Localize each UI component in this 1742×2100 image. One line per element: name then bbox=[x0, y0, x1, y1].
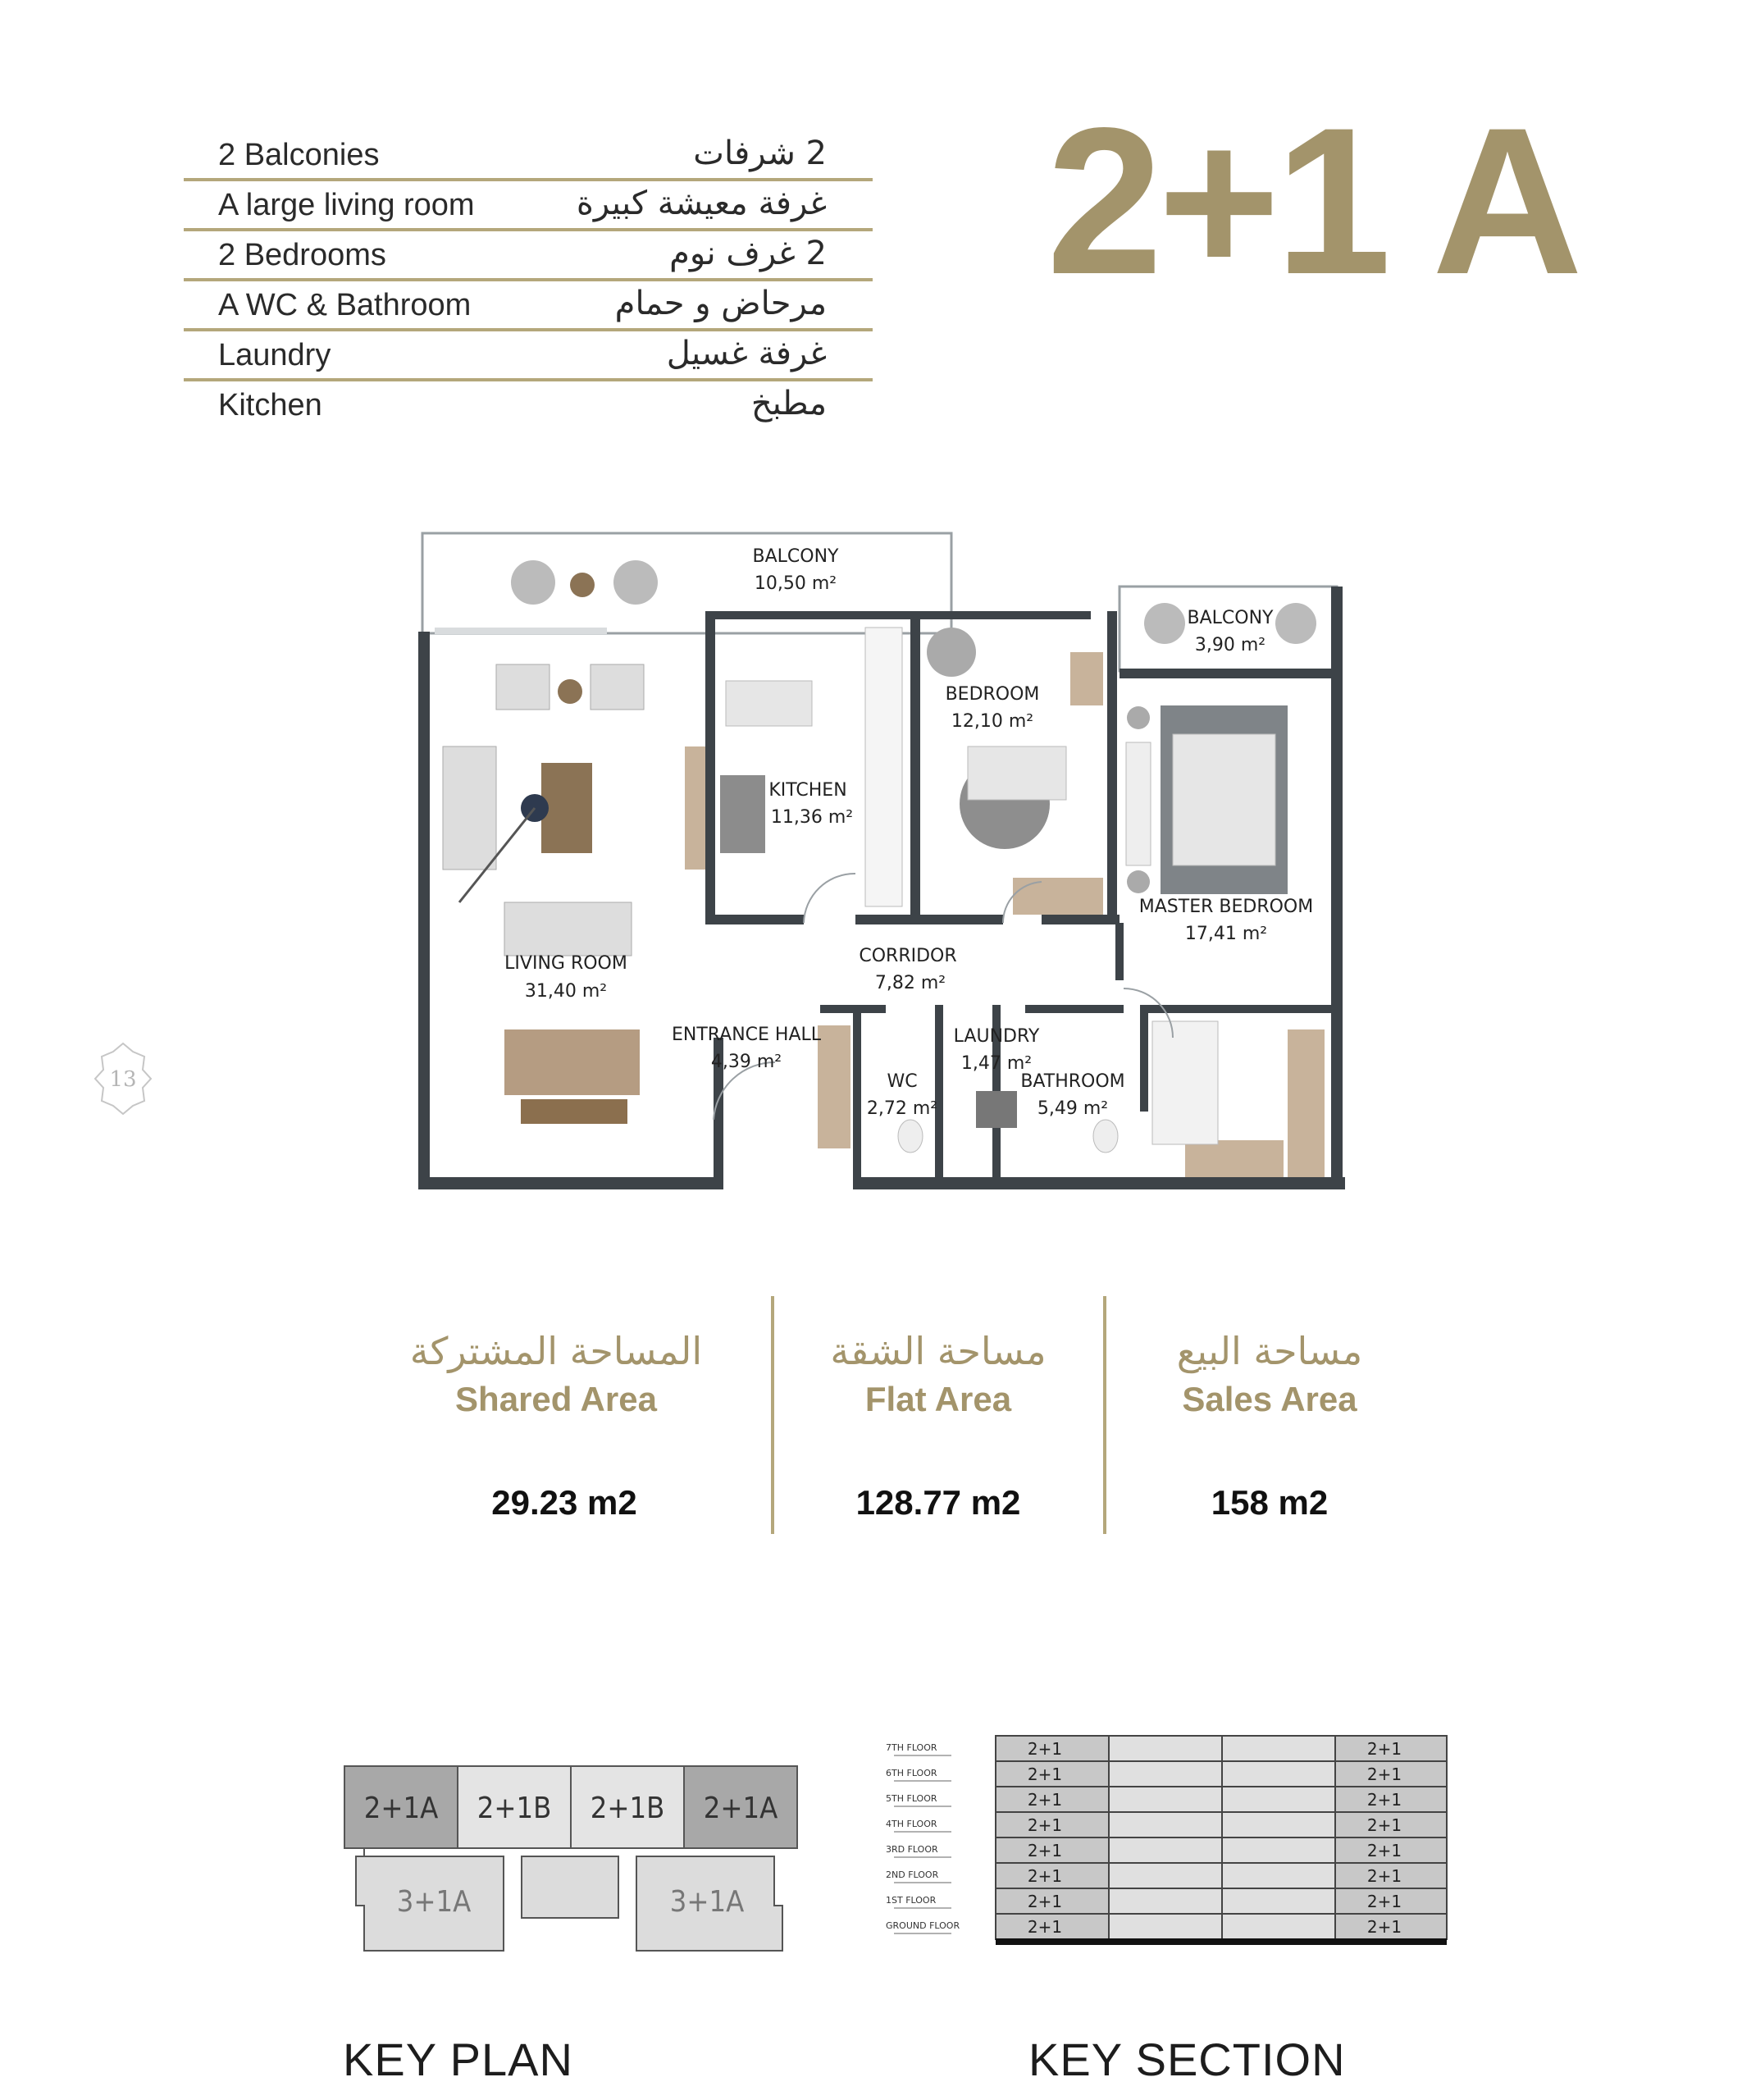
page-number-badge bbox=[93, 1042, 153, 1116]
sofa bbox=[443, 746, 496, 870]
room-name-wc: WC bbox=[887, 1071, 918, 1092]
desk bbox=[1070, 652, 1103, 705]
section-cell bbox=[1109, 1838, 1222, 1863]
section-cell-label: 2+1 bbox=[1027, 1866, 1063, 1886]
room-name-corridor: CORRIDOR bbox=[859, 946, 957, 966]
key-plan-title: KEY PLAN bbox=[343, 2034, 573, 2085]
area-label-en: Shared Area bbox=[455, 1380, 657, 1418]
wardrobe bbox=[1288, 1029, 1325, 1177]
keyplan-label: 3+1A bbox=[396, 1885, 472, 1919]
floor-label: 4TH FLOOR bbox=[886, 1819, 937, 1829]
room-area-wc: 2,72 m² bbox=[866, 1098, 938, 1119]
unit-type-title: 2+1 A bbox=[1047, 84, 1579, 318]
shoe-cabinet bbox=[818, 1025, 850, 1148]
toilet bbox=[898, 1120, 923, 1153]
room-name-bedroom: BEDROOM bbox=[945, 684, 1040, 705]
area-value: 29.23 m2 bbox=[491, 1483, 637, 1522]
area-value: 158 m2 bbox=[1211, 1483, 1329, 1522]
area-label-ar: المساحة المشتركة bbox=[409, 1329, 703, 1373]
area-label-ar: مساحة الشقة bbox=[830, 1329, 1047, 1373]
side-table bbox=[558, 679, 582, 704]
section-cell-label: 2+1 bbox=[1366, 1866, 1402, 1886]
floor-label: 7TH FLOOR bbox=[886, 1742, 937, 1753]
room-area-kitchen: 11,36 m² bbox=[770, 807, 854, 828]
keyplan-label: 2+1A bbox=[363, 1792, 439, 1825]
washing-machine bbox=[976, 1091, 1017, 1128]
area-label-en: Flat Area bbox=[864, 1380, 1012, 1418]
kitchen-counter bbox=[865, 628, 902, 906]
key-plan bbox=[340, 1762, 799, 1959]
keyplan-label: 2+1A bbox=[703, 1792, 778, 1825]
area-flat bbox=[758, 1329, 1119, 1522]
feature-row bbox=[184, 231, 873, 281]
dining-table bbox=[504, 1029, 640, 1095]
room-area-balcony: 10,50 m² bbox=[754, 573, 837, 594]
feature-en: A large living room bbox=[218, 188, 475, 222]
toilet bbox=[1093, 1120, 1118, 1153]
feature-row bbox=[184, 331, 873, 381]
room-name-balcony-2: BALCONY bbox=[1187, 608, 1274, 628]
room-name-bathroom: BATHROOM bbox=[1020, 1071, 1125, 1092]
tv-unit bbox=[685, 746, 705, 870]
area-shared bbox=[376, 1329, 736, 1522]
feature-row bbox=[184, 181, 873, 231]
feature-row bbox=[184, 381, 873, 428]
section-cell bbox=[1222, 1736, 1335, 1761]
section-cell bbox=[1222, 1761, 1335, 1787]
section-cell-label: 2+1 bbox=[1366, 1815, 1402, 1835]
window bbox=[435, 628, 607, 634]
feature-row bbox=[184, 281, 873, 331]
floor-label: GROUND FLOOR bbox=[886, 1920, 960, 1931]
section-cell bbox=[1109, 1787, 1222, 1812]
keyplan-label: 3+1A bbox=[669, 1885, 745, 1919]
chair bbox=[927, 628, 976, 677]
pillows bbox=[1126, 742, 1151, 865]
chair bbox=[613, 560, 658, 605]
room-name-living-room: LIVING ROOM bbox=[504, 953, 627, 974]
room-area-living-room: 31,40 m² bbox=[524, 981, 608, 1002]
armchair bbox=[591, 664, 644, 710]
feature-ar: غرفة غسيل bbox=[666, 335, 827, 372]
armchair bbox=[496, 664, 550, 710]
key-section bbox=[886, 1729, 1452, 1951]
room-area-corridor: 7,82 m² bbox=[874, 973, 946, 993]
section-cell-label: 2+1 bbox=[1027, 1790, 1063, 1810]
dresser bbox=[1013, 878, 1103, 915]
section-cell-label: 2+1 bbox=[1366, 1739, 1402, 1759]
room-area-bedroom: 12,10 m² bbox=[951, 711, 1034, 732]
section-cell-label: 2+1 bbox=[1027, 1764, 1063, 1784]
feature-en: 2 Balconies bbox=[218, 138, 380, 172]
keyplan-label: 2+1B bbox=[477, 1792, 552, 1825]
room-area-bathroom: 5,49 m² bbox=[1037, 1098, 1109, 1119]
room-area-balcony-2: 3,90 m² bbox=[1194, 635, 1266, 655]
section-cell bbox=[1222, 1787, 1335, 1812]
room-area-master-bedroom: 17,41 m² bbox=[1184, 924, 1268, 944]
room-area-laundry: 1,47 m² bbox=[960, 1053, 1033, 1074]
ground-line bbox=[996, 1938, 1447, 1945]
feature-list bbox=[184, 131, 873, 428]
bed bbox=[968, 746, 1066, 800]
feature-en: 2 Bedrooms bbox=[218, 238, 386, 272]
feature-ar: مطبخ bbox=[750, 385, 827, 422]
floor-label: 1ST FLOOR bbox=[886, 1895, 937, 1906]
area-sales bbox=[1089, 1329, 1450, 1522]
room-area-entrance-hall: 4,39 m² bbox=[710, 1052, 782, 1072]
section-cell-label: 2+1 bbox=[1366, 1892, 1402, 1911]
chair bbox=[511, 560, 555, 605]
feature-ar: غرفة معيشة كبيرة bbox=[576, 185, 827, 222]
section-cell-label: 2+1 bbox=[1366, 1764, 1402, 1784]
section-cell bbox=[1222, 1863, 1335, 1888]
room-name-master-bedroom: MASTER BEDROOM bbox=[1138, 897, 1314, 917]
floor-label: 2ND FLOOR bbox=[886, 1869, 939, 1880]
master-bed bbox=[1173, 734, 1275, 865]
area-value: 128.77 m2 bbox=[855, 1483, 1021, 1522]
section-cell-label: 2+1 bbox=[1366, 1917, 1402, 1937]
room-name-entrance-hall: ENTRANCE HALL bbox=[671, 1025, 822, 1045]
area-label-ar: مساحة البيع bbox=[1176, 1329, 1363, 1373]
lamp bbox=[1127, 706, 1150, 729]
cabinet bbox=[1185, 1140, 1284, 1177]
section-cell-label: 2+1 bbox=[1027, 1917, 1063, 1937]
page-number: 13 bbox=[109, 1067, 137, 1092]
key-section-title: KEY SECTION bbox=[1028, 2034, 1346, 2085]
chair bbox=[1275, 603, 1316, 644]
side-table bbox=[570, 573, 595, 597]
area-label-en: Sales Area bbox=[1182, 1380, 1357, 1418]
section-cell bbox=[1222, 1914, 1335, 1939]
section-cell bbox=[1109, 1812, 1222, 1838]
bathtub bbox=[1152, 1021, 1218, 1144]
feature-ar: 2 غرف نوم bbox=[669, 235, 827, 272]
section-cell bbox=[1109, 1914, 1222, 1939]
section-cell-label: 2+1 bbox=[1027, 1739, 1063, 1759]
sofa bbox=[504, 902, 632, 956]
dining-table bbox=[726, 681, 812, 726]
section-cell bbox=[1109, 1761, 1222, 1787]
keyplan-label: 2+1B bbox=[590, 1792, 665, 1825]
floor-label: 3RD FLOOR bbox=[886, 1844, 938, 1855]
floor-label: 6TH FLOOR bbox=[886, 1768, 937, 1778]
section-cell bbox=[1109, 1863, 1222, 1888]
room-name-balcony: BALCONY bbox=[752, 546, 839, 567]
section-cell-label: 2+1 bbox=[1027, 1841, 1063, 1860]
feature-row bbox=[184, 131, 873, 181]
section-cell bbox=[1222, 1838, 1335, 1863]
rug bbox=[521, 1099, 627, 1124]
feature-en: A WC & Bathroom bbox=[218, 288, 472, 322]
feature-en: Laundry bbox=[218, 338, 331, 372]
floor-plan bbox=[418, 529, 1345, 1194]
room-name-laundry: LAUNDRY bbox=[953, 1026, 1040, 1047]
feature-ar: 2 شرفات bbox=[693, 135, 827, 172]
coffee-table bbox=[541, 763, 592, 853]
section-cell-label: 2+1 bbox=[1027, 1815, 1063, 1835]
feature-en: Kitchen bbox=[218, 388, 322, 422]
section-cell-label: 2+1 bbox=[1027, 1892, 1063, 1911]
feature-ar: مرحاض و حمام bbox=[614, 285, 827, 322]
section-cell-label: 2+1 bbox=[1366, 1841, 1402, 1860]
section-cell bbox=[1109, 1888, 1222, 1914]
chair bbox=[1144, 603, 1185, 644]
section-cell bbox=[1222, 1888, 1335, 1914]
section-cell bbox=[1109, 1736, 1222, 1761]
room-name-kitchen: KITCHEN bbox=[768, 780, 847, 801]
lamp bbox=[1127, 870, 1150, 893]
fridge bbox=[720, 775, 765, 853]
section-cell bbox=[1222, 1812, 1335, 1838]
floor-label: 5TH FLOOR bbox=[886, 1793, 937, 1804]
section-cell-label: 2+1 bbox=[1366, 1790, 1402, 1810]
keyplan-core bbox=[522, 1856, 618, 1918]
